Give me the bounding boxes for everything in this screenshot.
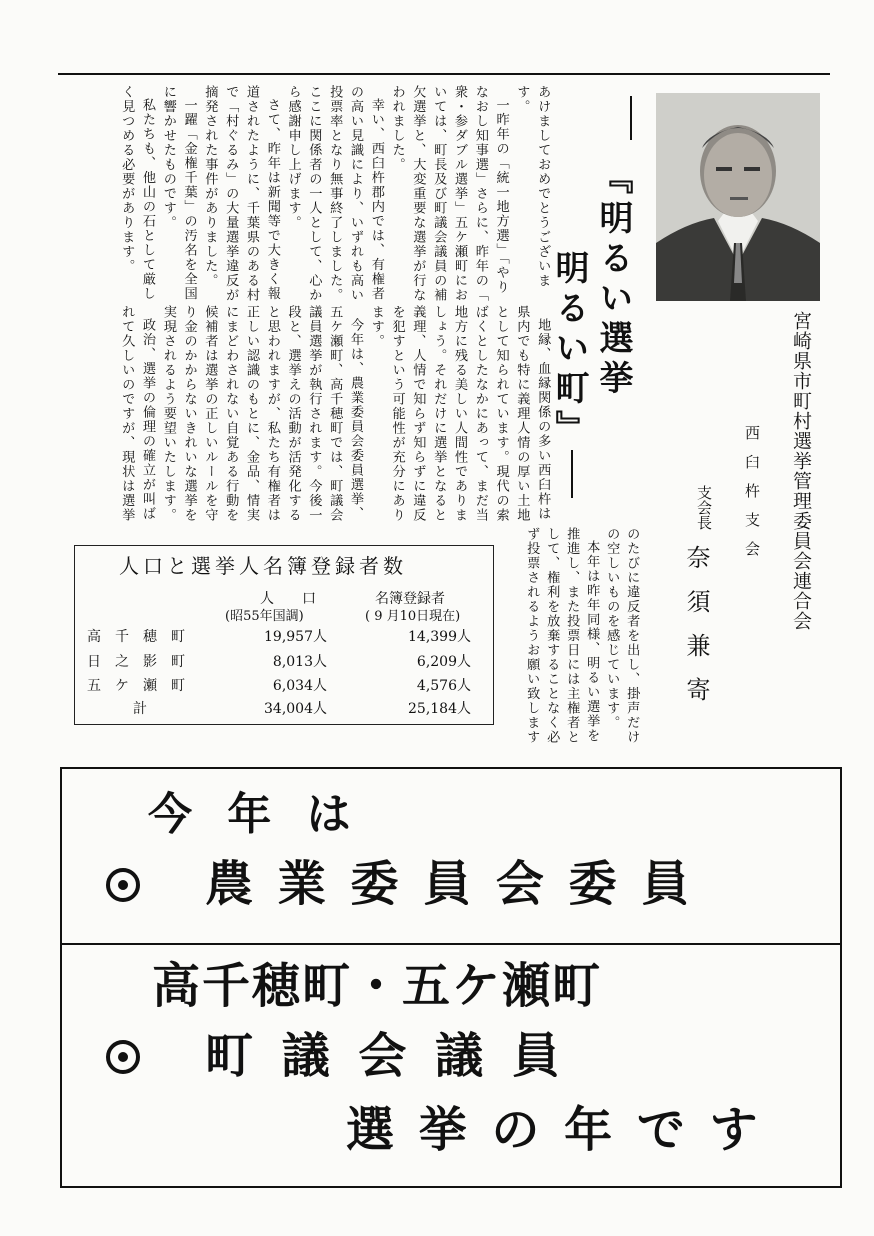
text-column: で「村ぐるみ」の大量選挙違反が [223, 85, 239, 303]
text-column: 衆・参ダブル選挙」五ケ瀬町にお [452, 85, 467, 303]
author-name: 奈須兼寄 [682, 545, 710, 721]
text-column: く見つめる必要があります。 [119, 85, 135, 274]
text-column: す。 [514, 85, 530, 114]
text-column: 義理、人情で知らず知らずに違反 [410, 305, 426, 523]
text-column: を犯すという可能性が充分にあり [389, 305, 405, 523]
text-column: 議員選挙が執行されます。今後一 [306, 305, 322, 523]
article-title-part1: 『明るい選挙 [593, 160, 633, 400]
table-row-registered: 6,209人 [416, 654, 471, 670]
notice-line3: 高千穂町・五ケ瀬町 [152, 958, 603, 1014]
text-column: 道されたように、千葉県のある村 [244, 85, 259, 303]
table-row-name: 日 之 影 町 [87, 654, 185, 670]
text-column: 実現されるよう要望いたします。 [160, 305, 176, 523]
text-column: 推進し、また投票日には主権者と [564, 527, 580, 745]
text-column: の空しいものを感じています。 [604, 527, 620, 730]
author-branch: 西臼杵支会 [743, 425, 761, 570]
text-column: して、権利を放棄することなく必 [544, 527, 560, 745]
text-column: 政治、選挙の倫理の確立が叫ば [140, 318, 155, 521]
text-column: のたびに違反者を出し、掛声だけ [624, 527, 640, 745]
table-row-registered: 14,399人 [408, 629, 471, 645]
author-photo [656, 93, 820, 301]
table-col2-sub: ( 9 月10日現在) [365, 609, 461, 624]
text-column: しょう。それだけに選挙となると [431, 305, 447, 523]
notice-line2: 農 業 委 員 会 委 員 [205, 856, 694, 912]
text-column: 段と、選挙えの活動が活発化する [285, 305, 301, 523]
title-dash-bottom [571, 450, 573, 498]
text-column: ら感謝申し上げます。 [285, 85, 301, 230]
bullet-circle-icon [106, 1040, 140, 1074]
text-column: ます。 [368, 305, 384, 349]
text-column: と思われますが、私たち有権者は [264, 305, 280, 523]
table-total-label: 計 [133, 701, 147, 717]
article-title-part2: 明るい町』 [549, 250, 589, 450]
text-column: 地方に残る美しい人間性でありま [452, 305, 467, 523]
text-column: 正しい認識のもとに、金品、情実 [244, 305, 259, 523]
text-column: 地縁、血縁関係の多い西臼杵は [535, 318, 551, 521]
text-column: 一昨年の「統一地方選」「やり [493, 98, 509, 295]
author-org: 宮崎県市町村選挙管理委員会連合会 [790, 311, 812, 631]
text-column: 本年は昨年同様、明るい選挙を [584, 540, 600, 743]
text-column: 県内でも特に義理人情の厚い土地 [514, 305, 530, 523]
notice-divider [60, 943, 840, 945]
text-column: に響かせたものです。 [160, 85, 176, 230]
text-column: 五ケ瀬町、高千穂町では、町議会 [327, 305, 343, 523]
text-column: 欠選挙と、大変重要な選挙が行な [410, 85, 426, 303]
table-row-population: 6,034人 [272, 678, 327, 694]
text-column: いては、町長及び町議会議員の補 [431, 85, 447, 303]
table-col1-header: 人 口 [260, 591, 316, 607]
table-row-registered: 4,576人 [416, 678, 471, 694]
text-column: ここに関係者の一人として、心か [306, 85, 322, 303]
population-table [74, 545, 494, 725]
table-title: 人口と選挙人名簿登録者数 [119, 554, 407, 578]
text-column: ばくとしたなかにあって、まだ当 [472, 305, 488, 523]
table-row-population: 19,957人 [264, 629, 327, 645]
text-column: れて久しいのですが、現状は選挙 [119, 305, 135, 523]
text-column: 投票率となり無事終了しました。 [327, 85, 343, 303]
notice-line5: 選 挙 の 年 で す [346, 1102, 762, 1158]
text-column: 一躍「金権千葉」の汚名を全国 [181, 98, 197, 301]
text-column: あけましておめでとうございま [535, 85, 551, 288]
table-total-registered: 25,184人 [408, 701, 471, 717]
author-role: 支会長 [695, 485, 713, 530]
text-column: 今年は、農業委員会委員選挙、 [348, 318, 363, 521]
table-total-population: 34,004人 [264, 701, 327, 717]
text-column: ず投票されるようお願い致します [524, 527, 540, 745]
notice-line4: 町 議 会 議 員 [205, 1028, 566, 1084]
text-column: さて、昨年は新聞等で大きく報 [264, 98, 280, 301]
text-column: われました。 [389, 85, 405, 172]
text-column: なおし知事選」さらに、昨年の「 [472, 85, 488, 303]
text-column: として知られています。現代の索 [493, 305, 509, 523]
text-column: 私たちも、他山の石として厳し [140, 98, 155, 301]
text-column: にまどわされない自覚ある行動を [223, 305, 239, 523]
table-row-name: 五 ケ 瀬 町 [87, 678, 185, 694]
table-row-population: 8,013人 [272, 654, 327, 670]
text-column: 候補者は選挙の正しいルールを守 [202, 305, 218, 523]
text-column: の高い見識により、いずれも高い [348, 85, 363, 303]
text-column: 摘発された事件がありました。 [202, 85, 218, 288]
notice-line1: 今 年 は [148, 789, 361, 840]
title-dash-top [630, 96, 632, 140]
text-column: り金のかからないきれいな選挙を [181, 305, 197, 523]
table-row-name: 高 千 穂 町 [87, 629, 185, 645]
text-column: 幸い、西臼杵郡内では、有権者 [368, 98, 384, 301]
bullet-circle-icon [106, 868, 140, 902]
top-rule [58, 73, 830, 75]
table-col2-header: 名簿登録者 [375, 591, 445, 607]
table-col1-sub: (昭55年国調) [225, 609, 304, 624]
